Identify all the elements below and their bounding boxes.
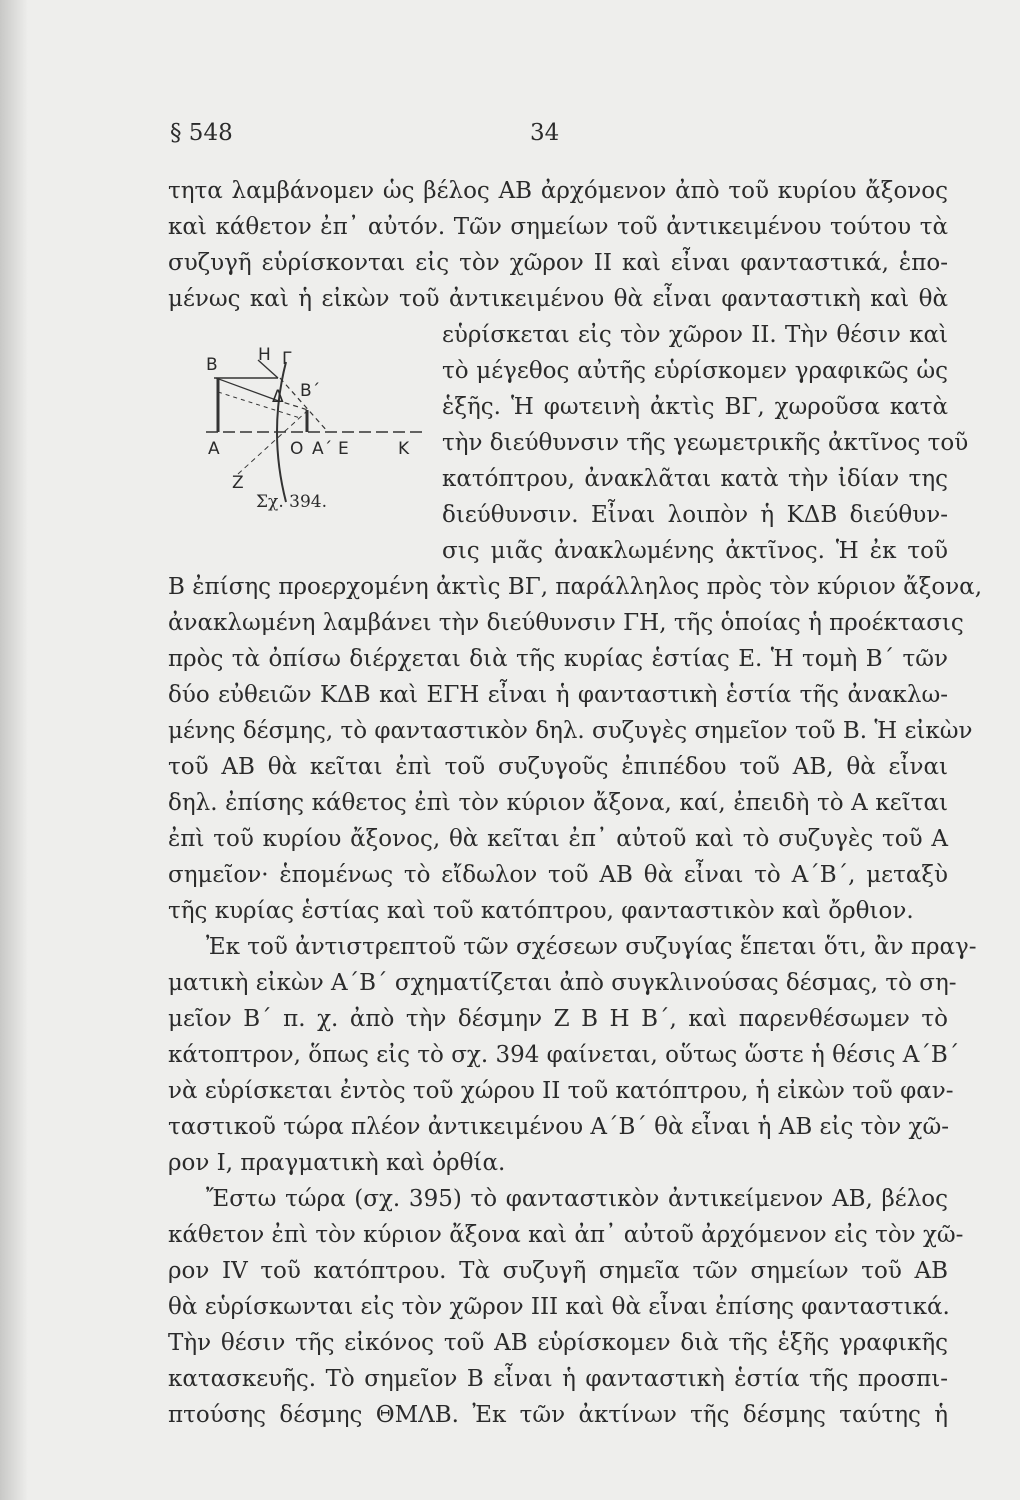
ray-dashed (218, 392, 300, 418)
text-line: σημεῖον· ἑπομένως τὸ εἴδωλον τοῦ ΑΒ θὰ εἶναι τὸ Α΄Β΄, μεταξὺ (168, 862, 948, 888)
text-line: Τὴν θέσιν τῆς εἰκόνος τοῦ ΑΒ εὑρίσκομεν διὰ τῆς ἑξῆς γραφικῆς (168, 1330, 948, 1356)
text-line: διεύθυνσιν. Εἶναι λοιπὸν ἡ ΚΔΒ διεύθυν- (442, 502, 948, 528)
text-line: κατόπτρου, ἀνακλᾶται κατὰ τὴν ἰδίαν της (442, 466, 948, 492)
label-k: Κ (398, 439, 410, 459)
text-line: πρὸς τὰ ὀπίσω διέρχεται διὰ τῆς κυρίας ἑστίας Ε. Ἡ τομὴ Β΄ τῶν (168, 646, 948, 672)
text-line: ρον Ι, πραγματικὴ καὶ ὀρθία. (168, 1150, 506, 1176)
label-z: Ζ (232, 473, 244, 493)
text-line: τητα λαμβάνομεν ὡς βέλος ΑΒ ἀρχόμενον ἀπὸ τοῦ κυρίου ἄξονος (168, 178, 948, 204)
text-line: νὰ εὑρίσκεται ἐντὸς τοῦ χώρου ΙΙ τοῦ κατόπτρου, ἡ εἰκὼν τοῦ φαν- (168, 1078, 954, 1104)
text-line: τὸ μέγεθος αὐτῆς εὑρίσκομεν γραφικῶς ὡς (442, 358, 948, 384)
figure-394 (196, 342, 436, 512)
label-g: Γ (282, 349, 292, 369)
text-line: τῆς κυρίας ἑστίας καὶ τοῦ κατόπτρου, φανταστικὸν καὶ ὄρθιον. (168, 898, 914, 924)
text-line: ἐπὶ τοῦ κυρίου ἄξονος, θὰ κεῖται ἐπ᾽ αὐτοῦ καὶ τὸ συζυγὲς τοῦ Α (168, 826, 948, 852)
label-a: Α (208, 439, 220, 459)
ray-bd (216, 378, 276, 400)
text-line: ματικὴ εἰκὼν Α΄Β΄ σχηματίζεται ἀπὸ συγκλινούσας δέσμας, τὸ ση- (168, 970, 957, 996)
text-line: Ἔστω τώρα (σχ. 395) τὸ φανταστικὸν ἀντικείμενον ΑΒ, βέλος (206, 1186, 948, 1212)
text-line: ἑξῆς. Ἡ φωτεινὴ ἀκτὶς ΒΓ, χωροῦσα κατὰ (442, 394, 948, 420)
text-line: συζυγῆ εὑρίσκονται εἰς τὸν χῶρον ΙΙ καὶ εἶναι φανταστικά, ἑπο- (168, 250, 948, 276)
text-line: μένως καὶ ἡ εἰκὼν τοῦ ἀντικειμένου θὰ εἶναι φανταστικὴ καὶ θὰ (168, 286, 948, 312)
text-line: τὴν διεύθυνσιν τῆς γεωμετρικῆς ἀκτῖνος τοῦ (442, 430, 969, 456)
mirror-diagram (196, 342, 436, 512)
text-line: θὰ εὑρίσκωνται εἰς τὸν χῶρον ΙΙΙ καὶ θὰ εἶναι ἐπίσης φανταστικά. (168, 1294, 950, 1320)
text-line: κάτοπτρον, ὅπως εἰς τὸ σχ. 394 φαίνεται, οὕτως ὥστε ἡ θέσις Α΄Β΄ (168, 1042, 960, 1068)
text-line: τοῦ ΑΒ θὰ κεῖται ἐπὶ τοῦ συζυγοῦς ἐπιπέδου τοῦ ΑΒ, θὰ εἶναι (168, 754, 948, 780)
label-e: Ε (338, 439, 349, 459)
label-o: Ο (290, 439, 304, 459)
text-line: ἀνακλωμένη λαμβάνει τὴν διεύθυνσιν ΓΗ, τῆς ὁποίας ἡ προέκτασις (168, 610, 964, 636)
label-b: Β (206, 355, 218, 375)
label-b-prime: Β΄ (300, 381, 321, 401)
text-line: σις μιᾶς ἀνακλωμένης ἀκτῖνος. Ἡ ἐκ τοῦ (442, 538, 948, 564)
text-line: Β ἐπίσης προερχομένη ἀκτὶς ΒΓ, παράλληλος πρὸς τὸν κύριον ἄξονα, (168, 574, 983, 600)
text-line: δύο εὐθειῶν ΚΔΒ καὶ ΕΓΗ εἶναι ἡ φανταστικὴ ἑστία τῆς ἀνακλω- (168, 682, 948, 708)
page-header (170, 120, 950, 154)
text-line: ρον IV τοῦ κατόπτρου. Τὰ συζυγῆ σημεῖα τῶν σημείων τοῦ ΑΒ (168, 1258, 948, 1284)
label-a-prime: Α΄ (312, 439, 333, 459)
page-edge-shadow (0, 0, 28, 1500)
text-line: μένης δέσμης, τὸ φανταστικὸν δηλ. συζυγὲς σημεῖον τοῦ Β. Ἡ εἰκὼν (168, 718, 973, 744)
text-line: ταστικοῦ τώρα πλέον ἀντικειμένου Α΄Β΄ θὰ εἶναι ἡ ΑΒ εἰς τὸν χῶ- (168, 1114, 950, 1140)
page-number: 34 (530, 120, 560, 146)
text-line: μεῖον Β΄ π. χ. ἀπὸ τὴν δέσμην Ζ Β Η Β΄, καὶ παρενθέσωμεν τὸ (168, 1006, 948, 1032)
figure-caption: Σχ. 394. (256, 492, 327, 512)
text-line: πτούσης δέσμης ΘΜΛΒ. Ἐκ τῶν ἀκτίνων τῆς δέσμης ταύτης ἡ (168, 1402, 948, 1428)
text-line: δηλ. ἐπίσης κάθετος ἐπὶ τὸν κύριον ἄξονα, καί, ἐπειδὴ τὸ Α κεῖται (168, 790, 948, 816)
label-h: Η (258, 345, 271, 365)
text-line: καὶ κάθετον ἐπ᾽ αὐτόν. Τῶν σημείων τοῦ ἀντικειμένου τούτου τὰ (168, 214, 948, 240)
label-d: Δ (272, 387, 284, 407)
text-line: κατασκευῆς. Τὸ σημεῖον Β εἶναι ἡ φανταστικὴ ἑστία τῆς προσπι- (168, 1366, 948, 1392)
text-line: κάθετον ἐπὶ τὸν κύριον ἄξονα καὶ ἀπ᾽ αὐτοῦ ἀρχόμενον εἰς τὸν χῶ- (168, 1222, 964, 1248)
text-line: Ἐκ τοῦ ἀντιστρεπτοῦ τῶν σχέσεων συζυγίας ἕπεται ὅτι, ἂν πραγ- (206, 934, 977, 960)
text-line: εὑρίσκεται εἰς τὸν χῶρον ΙΙ. Τὴν θέσιν καὶ (442, 322, 948, 348)
section-number: § 548 (170, 120, 233, 146)
